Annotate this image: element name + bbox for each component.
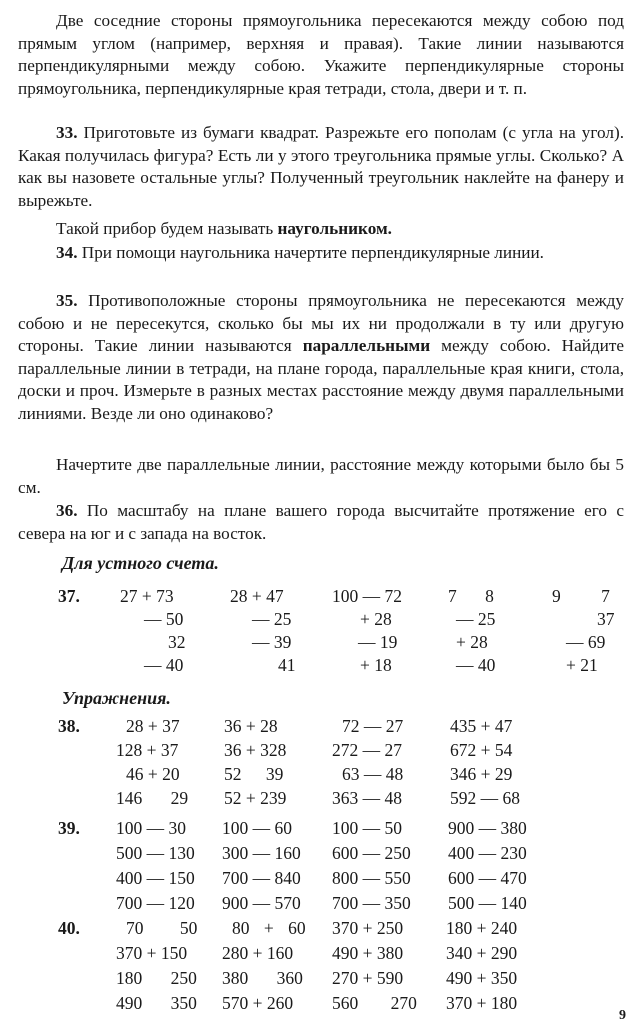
paragraph-text: По масштабу на плане вашего города высчитайте протяжение его с севера на юг и с запада на восток.: [18, 501, 624, 543]
ex40-c3-r4: 560 270: [332, 993, 417, 1013]
ex38-c2-r2: 36 + 328: [224, 740, 287, 760]
ex37-c2-r3: — 39: [252, 632, 292, 652]
ex37-c3-r4: + 18: [360, 655, 392, 675]
exercise-number: 34.: [56, 243, 78, 262]
exercise-36: [18, 500, 624, 545]
ex37-c5-r1: 9 7: [552, 586, 610, 606]
paragraph-perpendicular: [18, 10, 624, 100]
paragraph-text: Противоположные стороны прямоугольника не пересекаются между собою и не пересекутся, сколько бы мы их ни продолжали в ту или другую стороны. Такие линии называются: [18, 291, 624, 355]
ex39-c4-r2: 400 — 230: [448, 843, 527, 863]
ex40-c1-r3: 180 250: [116, 968, 197, 988]
ex40-c4-r1: 180 + 240: [446, 918, 518, 938]
exercise-number: 33.: [56, 123, 78, 142]
paragraph-text: Такой прибор будем называть: [56, 219, 278, 238]
ex39-c2-r2: 300 — 160: [222, 843, 301, 863]
ex38-c3-r2: 272 — 27: [332, 740, 402, 760]
ex37-c4-r4: — 40: [456, 655, 496, 675]
ex38-c1-r4: 146 29: [116, 788, 189, 808]
ex39-c1-r1: 100 — 30: [116, 818, 186, 838]
exercise-number-40: 40.: [58, 918, 80, 938]
exercise-number-37: 37.: [58, 586, 80, 606]
heading-exercises: Упражнения.: [62, 688, 171, 708]
ex38-c2-r4: 52 + 239: [224, 788, 287, 808]
ex37-c5-r2: 37: [597, 609, 615, 629]
page-number: 9: [619, 1008, 626, 1023]
paragraph-text: Приготовьте из бумаги квадрат. Разрежьте его пополам (с угла на угол). Какая получилась фигура? Есть ли у этого треугольника прямые углы. Сколько? А как вы назовете остальные углы? Полученный треугольник наклейте на фанеру и вырежьте.: [18, 123, 624, 210]
exercise-34: [18, 242, 624, 265]
ex38-c3-r1: 72 — 27: [342, 716, 404, 736]
ex38-c1-r2: 128 + 37: [116, 740, 179, 760]
ex37-c3-r1: 100 — 72: [332, 586, 402, 606]
ex40-c3-r2: 490 + 380: [332, 943, 404, 963]
ex40-c1-r4: 490 350: [116, 993, 197, 1013]
ex39-c1-r2: 500 — 130: [116, 843, 195, 863]
exercise-33: [18, 122, 624, 212]
ex38-c3-r4: 363 — 48: [332, 788, 402, 808]
ex37-c2-r4: 41: [278, 655, 296, 675]
ex37-c5-r4: + 21: [566, 655, 598, 675]
ex40-c2-r2: 280 + 160: [222, 943, 294, 963]
exercise-35: [18, 290, 624, 425]
ex38-c4-r4: 592 — 68: [450, 788, 520, 808]
ex37-c1-r3: 32: [168, 632, 186, 652]
paragraph-naugolnik: [18, 218, 624, 241]
ex37-c4-r3: + 28: [456, 632, 488, 652]
ex39-c4-r1: 900 — 380: [448, 818, 527, 838]
ex37-c4-r1: 7 8: [448, 586, 494, 606]
ex37-c5-r3: — 69: [566, 632, 606, 652]
exercise-number: 36.: [56, 501, 78, 520]
ex40-c3-r1: 370 + 250: [332, 918, 404, 938]
ex38-c4-r1: 435 + 47: [450, 716, 513, 736]
ex39-c3-r2: 600 — 250: [332, 843, 411, 863]
heading-oral-counting: Для устного счета.: [62, 553, 219, 573]
ex39-c1-r4: 700 — 120: [116, 893, 195, 913]
ex40-c4-r4: 370 + 180: [446, 993, 518, 1013]
exercise-number-39: 39.: [58, 818, 80, 838]
ex39-c3-r1: 100 — 50: [332, 818, 402, 838]
ex39-c3-r4: 700 — 350: [332, 893, 411, 913]
ex40-c2-r1: 80 + 60: [232, 918, 306, 938]
ex39-c3-r3: 800 — 550: [332, 868, 411, 888]
ex38-c2-r3: 52 39: [224, 764, 284, 784]
ex40-c4-r3: 490 + 350: [446, 968, 518, 988]
ex37-c4-r2: — 25: [456, 609, 496, 629]
ex39-c1-r3: 400 — 150: [116, 868, 195, 888]
ex39-c4-r4: 500 — 140: [448, 893, 527, 913]
paragraph-text: между собою. Найдите параллельные линии в тетради, на плане города, параллельные края книги, стола, доски и проч. Измерьте в разных местах расстояние между двумя параллельными линиями. Везде ли оно одинаково?: [18, 336, 624, 423]
ex40-c4-r2: 340 + 290: [446, 943, 518, 963]
ex40-c1-r2: 370 + 150: [116, 943, 188, 963]
paragraph-parallel-lines: [18, 454, 624, 499]
ex37-c1-r1: 27 + 73: [120, 586, 174, 606]
ex37-c1-r2: — 50: [144, 609, 184, 629]
ex39-c2-r1: 100 — 60: [222, 818, 292, 838]
ex39-c2-r4: 900 — 570: [222, 893, 301, 913]
exercise-number: 35.: [56, 291, 78, 310]
paragraph-text: Две соседние стороны прямоугольника пересекаются между собою под прямым углом (например, верхняя и правая). Такие линии называются перпендикулярными между собою. Укажите перпендикулярные стороны прямоугольника, перпендикулярные края тетради, стола, двери и т. п.: [18, 11, 624, 98]
ex40-c3-r3: 270 + 590: [332, 968, 404, 988]
ex37-c2-r2: — 25: [252, 609, 292, 629]
ex37-c2-r1: 28 + 47: [230, 586, 284, 606]
ex37-c3-r2: + 28: [360, 609, 392, 629]
exercise-number-38: 38.: [58, 716, 80, 736]
ex38-c4-r3: 346 + 29: [450, 764, 513, 784]
ex40-c2-r3: 380 360: [222, 968, 303, 988]
term-naugolnik: наугольником.: [277, 219, 392, 238]
ex38-c1-r3: 46 + 20: [126, 764, 180, 784]
ex37-c3-r3: — 19: [358, 632, 398, 652]
paragraph-text: При помощи наугольника начертите перпендикулярные линии.: [77, 243, 544, 262]
ex40-c1-r1: 70 50: [126, 918, 198, 938]
ex38-c2-r1: 36 + 28: [224, 716, 278, 736]
ex37-c1-r4: — 40: [144, 655, 184, 675]
term-parallel: параллельными: [302, 336, 431, 355]
ex38-c4-r2: 672 + 54: [450, 740, 513, 760]
ex39-c4-r3: 600 — 470: [448, 868, 527, 888]
ex38-c1-r1: 28 + 37: [126, 716, 180, 736]
paragraph-text: Начертите две параллельные линии, расстояние между которыми было бы 5 см.: [18, 455, 624, 497]
ex38-c3-r3: 63 — 48: [342, 764, 404, 784]
ex39-c2-r3: 700 — 840: [222, 868, 301, 888]
ex40-c2-r4: 570 + 260: [222, 993, 294, 1013]
